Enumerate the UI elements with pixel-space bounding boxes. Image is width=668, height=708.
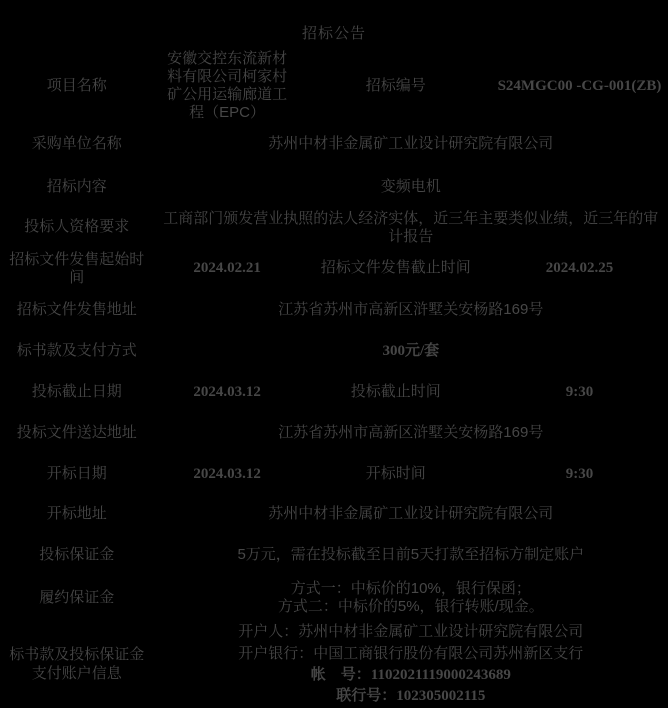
table-row-opening-date (0, 454, 668, 494)
bid-deadline-time-value: 9:30 (565, 384, 594, 401)
tender-table (0, 50, 668, 708)
opening-address-label: 开标地址 (46, 505, 107, 523)
table-row-performance-bond (0, 575, 668, 621)
bid-bond-label: 投标保证金 (39, 545, 115, 563)
table-row-purchaser (0, 122, 668, 167)
performance-bond-option2: 方式二：中标价的5%，银行转账/现金。 (277, 598, 544, 615)
purchaser-value: 苏州中材非金属矿工业设计研究院有限公司 (268, 135, 554, 153)
opening-date-value: 2024.03.12 (193, 465, 261, 482)
tender-number-label: 招标编号 (365, 76, 426, 94)
table-row-content (0, 167, 668, 207)
doc-fee-label: 标书款及支付方式 (16, 342, 137, 360)
delivery-address-label: 投标文件送达地址 (16, 424, 137, 442)
opening-address-value: 苏州中材非金属矿工业设计研究院有限公司 (268, 505, 554, 523)
table-row-delivery-address (0, 413, 668, 454)
tender-number-value: S24MGC00 -CG-001(ZB) (497, 77, 662, 94)
project-name-value: 安徽交控东流新材料有限公司柯家村矿公用运输廊道工程（EPC） (167, 50, 288, 121)
payment-account-value (154, 621, 668, 708)
doc-fee-value: 300元/套 (382, 343, 440, 360)
sale-end-label: 招标文件发售截止时间 (320, 259, 471, 277)
page-title: 招标公告 (301, 25, 366, 42)
performance-bond-option1: 方式一：中标价的10%，银行保函； (290, 580, 531, 597)
tender-content-value: 变频电机 (380, 177, 441, 195)
payment-account-label: 标书款及投标保证金支付账户信息 (9, 645, 145, 682)
table-row-sale-address (0, 289, 668, 331)
delivery-address-value: 江苏省苏州市高新区浒墅关安杨路169号 (278, 424, 544, 442)
table-row-qualification (0, 207, 668, 248)
performance-bond-value (154, 575, 668, 621)
table-row-payment-account (0, 621, 668, 708)
table-row-doc-fee (0, 331, 668, 372)
bid-deadline-date-label: 投标截止日期 (31, 383, 122, 401)
table-row-bid-bond (0, 535, 668, 575)
opening-time-value: 9:30 (565, 465, 594, 482)
project-name-label: 项目名称 (46, 76, 107, 94)
table-row-sale-time (0, 248, 668, 289)
payment-account-bank: 开户银行：中国工商银行股份有限公司苏州新区支行 (238, 644, 584, 662)
qualification-value: 工商部门颁发营业执照的法人经济实体，近三年主要类似业绩，近三年的审计报告 (163, 209, 659, 245)
sale-start-label: 招标文件发售起始时间 (9, 250, 145, 286)
opening-date-label: 开标日期 (46, 464, 107, 482)
table-row-bid-deadline (0, 372, 668, 413)
tender-content-label: 招标内容 (46, 177, 107, 195)
sale-address-value: 江苏省苏州市高新区浒墅关安杨路169号 (278, 300, 544, 318)
purchaser-label: 采购单位名称 (31, 135, 122, 153)
sale-start-value: 2024.02.21 (193, 260, 261, 277)
sale-address-label: 招标文件发售地址 (16, 300, 137, 318)
payment-account-holder: 开户人：苏州中材非金属矿工业设计研究院有限公司 (238, 623, 584, 640)
payment-account-bank-code: 联行号：102305002115 (336, 688, 486, 705)
bid-bond-value: 5万元，需在投标截至日前5天打款至招标方制定账户 (237, 545, 585, 563)
bid-deadline-date-value: 2024.03.12 (193, 384, 261, 401)
payment-account-number: 帐 号：1102021119000243689 (310, 666, 511, 683)
performance-bond-label: 履约保证金 (39, 588, 115, 606)
table-row-opening-address (0, 494, 668, 535)
sale-end-value: 2024.02.25 (545, 260, 614, 277)
opening-time-label: 开标时间 (365, 464, 426, 482)
table-row-project (0, 50, 668, 122)
qualification-label: 投标人资格要求 (24, 218, 130, 236)
bid-deadline-time-label: 投标截止时间 (350, 383, 441, 401)
